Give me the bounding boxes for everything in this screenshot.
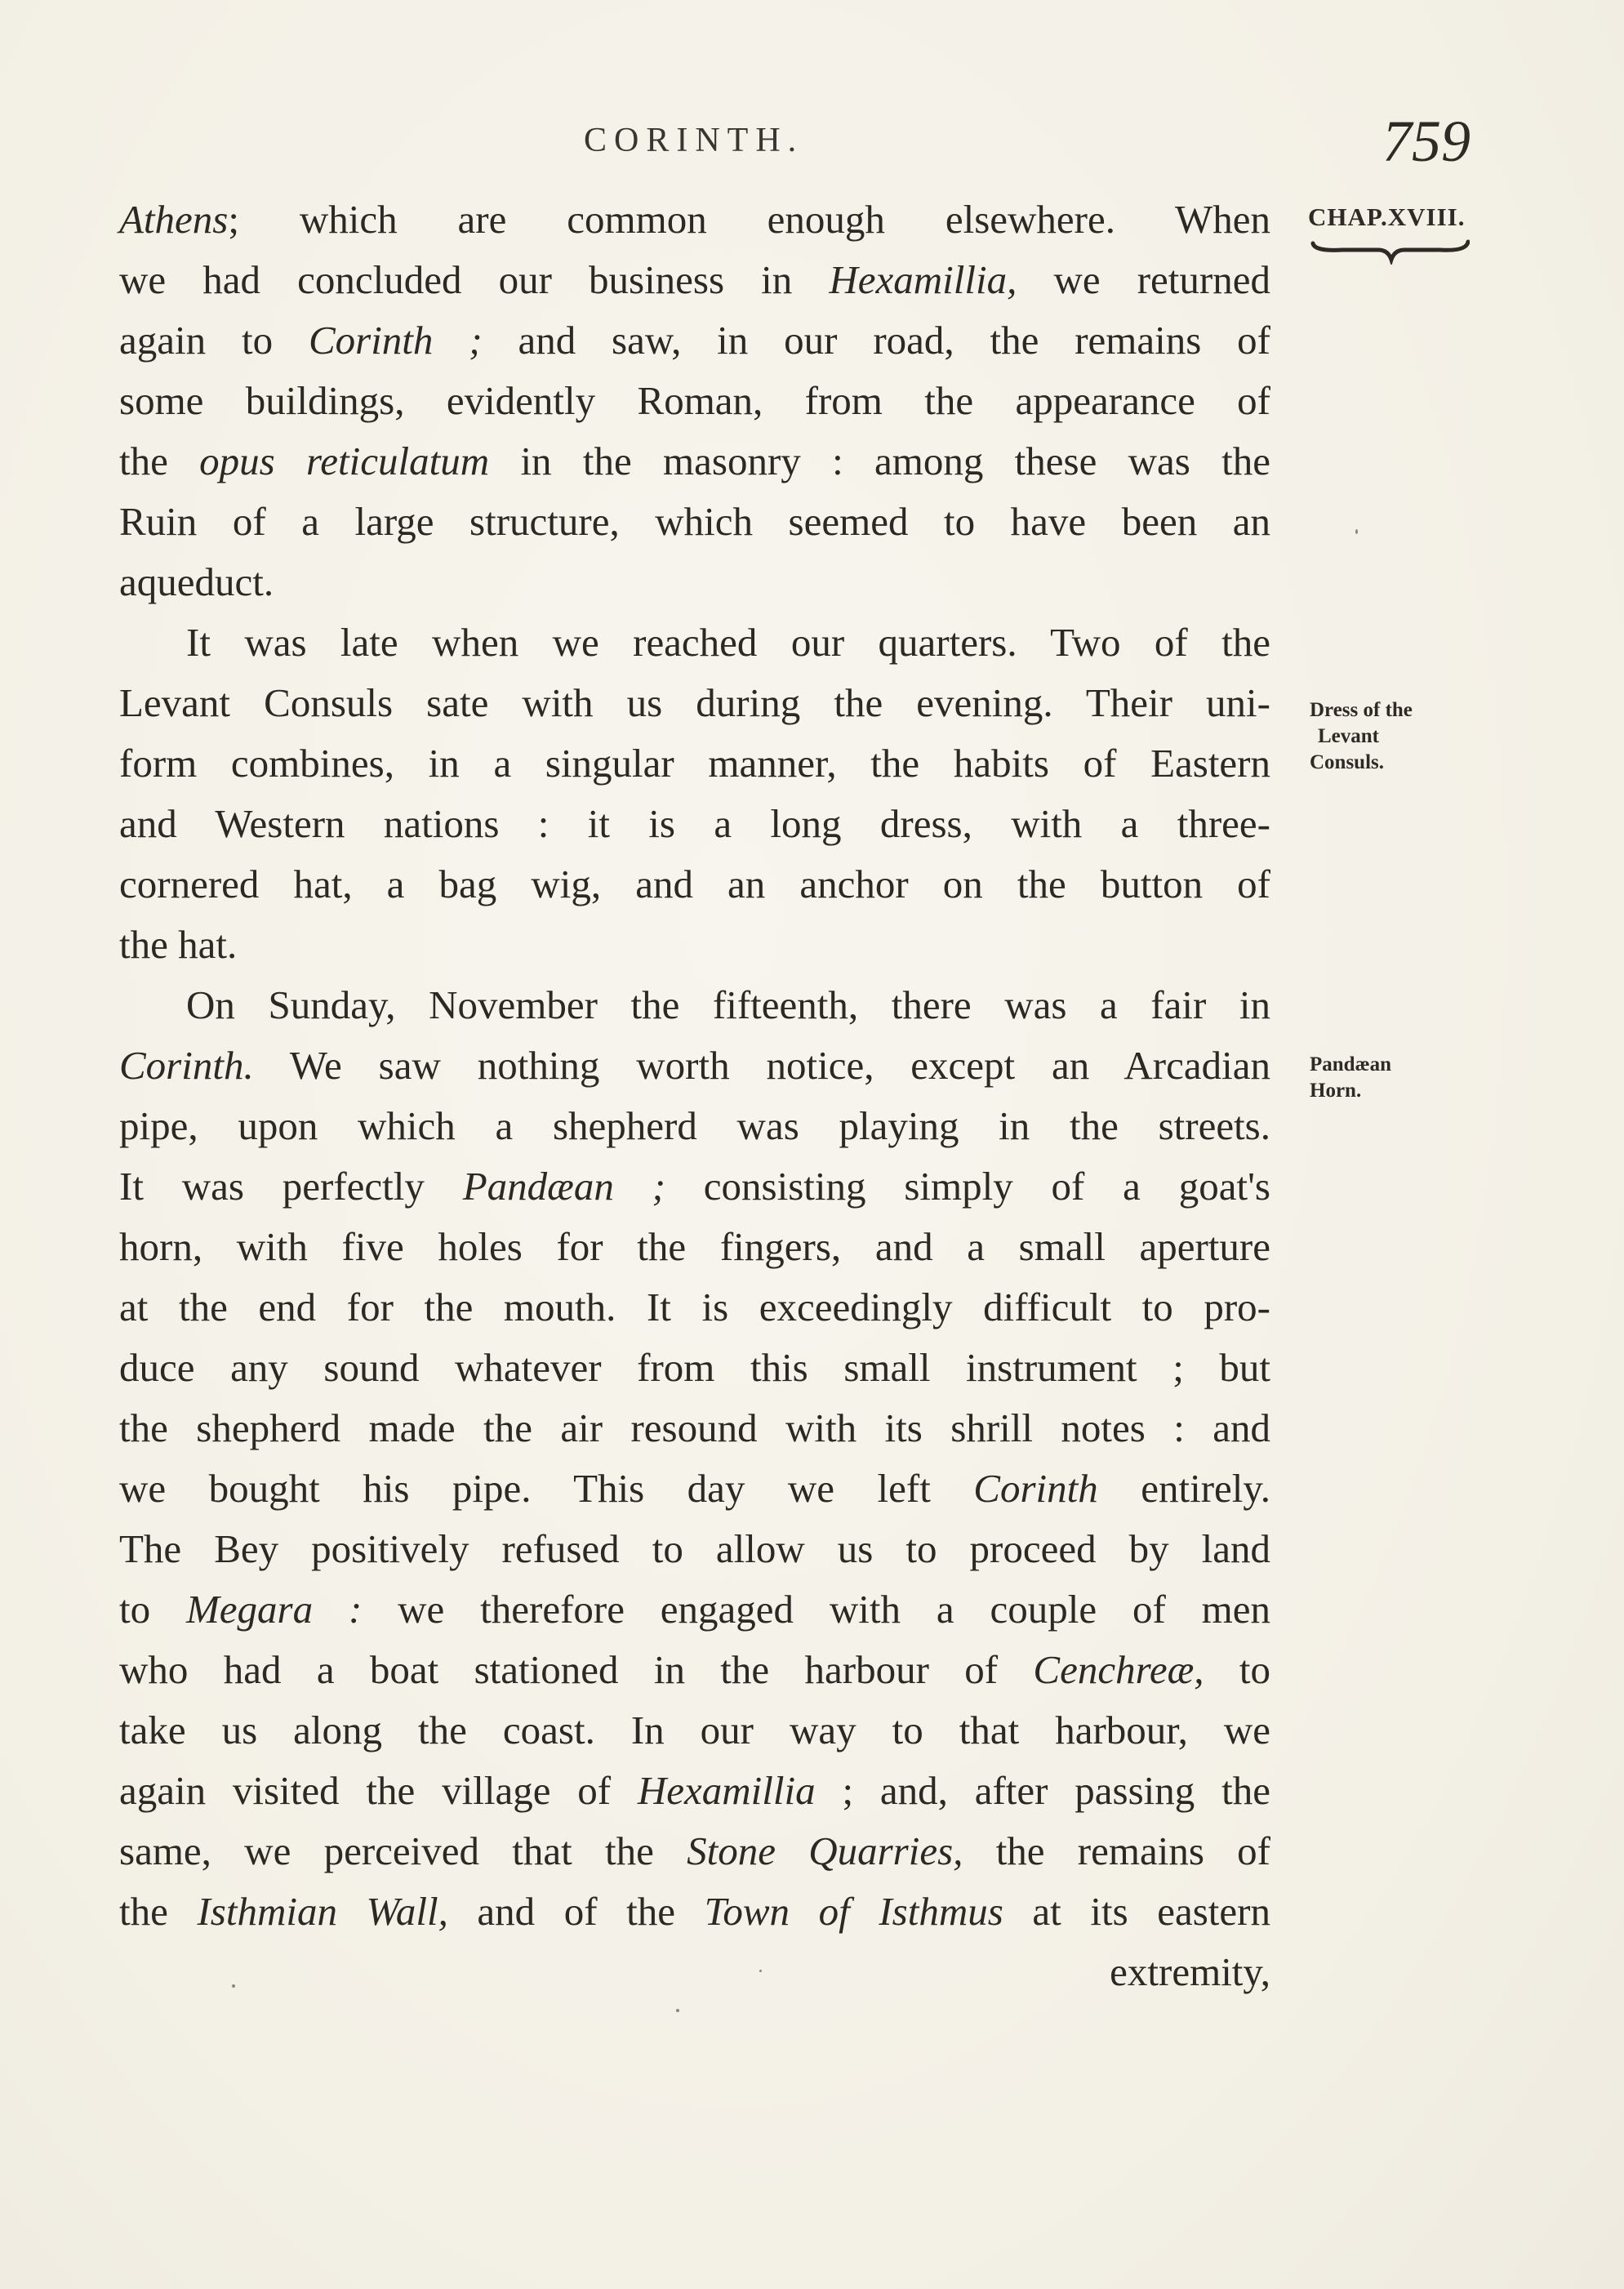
- text-line: take us along the coast. In our way to that harbour, we: [119, 1708, 1270, 1752]
- text-line: at the end for the mouth. It is exceedingly difficult to pro-: [119, 1285, 1270, 1329]
- body-text: [119, 189, 1270, 2002]
- text-line: the hat.: [119, 922, 238, 967]
- catchword: extremity,: [1110, 1949, 1270, 1994]
- text-line: pipe, upon which a shepherd was playing in the streets.: [119, 1103, 1270, 1148]
- text-line: the opus reticulatum in the masonry : among these was the: [119, 439, 1270, 483]
- text-line: form combines, in a singular manner, the habits of Eastern: [119, 741, 1270, 786]
- text-line: Corinth. We saw nothing worth notice, except an Arcadian: [119, 1043, 1270, 1088]
- side-note-line: Horn.: [1310, 1080, 1362, 1102]
- chapter-marker: CHAP.XVIII.: [1308, 203, 1466, 231]
- text-line: we had concluded our business in Hexamillia, we returned: [119, 257, 1270, 302]
- side-note-dress: [1310, 697, 1413, 776]
- text-line: horn, with five holes for the fingers, and a small aperture: [119, 1224, 1270, 1269]
- text-line: duce any sound whatever from this small instrument ; but: [119, 1345, 1270, 1390]
- chapter-brace: [1310, 237, 1470, 265]
- text-line: we bought his pipe. This day we left Corinth entirely.: [119, 1466, 1270, 1511]
- text-line: The Bey positively refused to allow us to proceed by land: [119, 1526, 1270, 1571]
- side-note-line: Levant: [1318, 725, 1379, 747]
- paper-speck: [1355, 529, 1358, 534]
- text-line: the shepherd made the air resound with its shrill notes : and: [119, 1405, 1270, 1450]
- text-line: Ruin of a large structure, which seemed to have been an: [119, 499, 1270, 544]
- text-line: some buildings, evidently Roman, from the appearance of: [119, 378, 1270, 423]
- text-line: It was late when we reached our quarters. Two of the: [186, 620, 1270, 665]
- page-number: 759: [1382, 109, 1470, 174]
- text-line: same, we perceived that the Stone Quarries, the remains of: [119, 1828, 1270, 1873]
- text-line: It was perfectly Pandæan ; consisting simply of a goat's: [119, 1164, 1270, 1209]
- paper-speck: [232, 1984, 235, 1988]
- text-line: aqueduct.: [119, 559, 274, 604]
- side-note-line: Pandæan: [1310, 1053, 1392, 1075]
- text-line: Levant Consuls sate with us during the evening. Their uni-: [119, 680, 1270, 725]
- paper-speck: [676, 2009, 679, 2012]
- side-note-pandaean: [1310, 1052, 1391, 1104]
- text-line: Athens; which are common enough elsewhere. When: [119, 197, 1270, 242]
- text-line: cornered hat, a bag wig, and an anchor on the button of: [119, 862, 1270, 906]
- text-line: again visited the village of Hexamillia ; and, after passing the: [119, 1768, 1270, 1813]
- text-line: who had a boat stationed in the harbour of Cenchreæ, to: [119, 1647, 1270, 1692]
- text-line: again to Corinth ; and saw, in our road, the remains of: [119, 318, 1270, 363]
- text-line: and Western nations : it is a long dress, with a three-: [119, 801, 1270, 846]
- text-line: On Sunday, November the fifteenth, there was a fair in: [186, 982, 1270, 1027]
- paper-speck: [759, 1970, 762, 1972]
- side-note-line: Consuls.: [1310, 751, 1385, 773]
- running-head: CORINTH.: [584, 122, 804, 159]
- side-note-line: Dress of the: [1310, 699, 1413, 721]
- text-line: the Isthmian Wall, and of the Town of Isthmus at its eastern: [119, 1889, 1270, 1934]
- text-line: to Megara : we therefore engaged with a couple of men: [119, 1587, 1270, 1632]
